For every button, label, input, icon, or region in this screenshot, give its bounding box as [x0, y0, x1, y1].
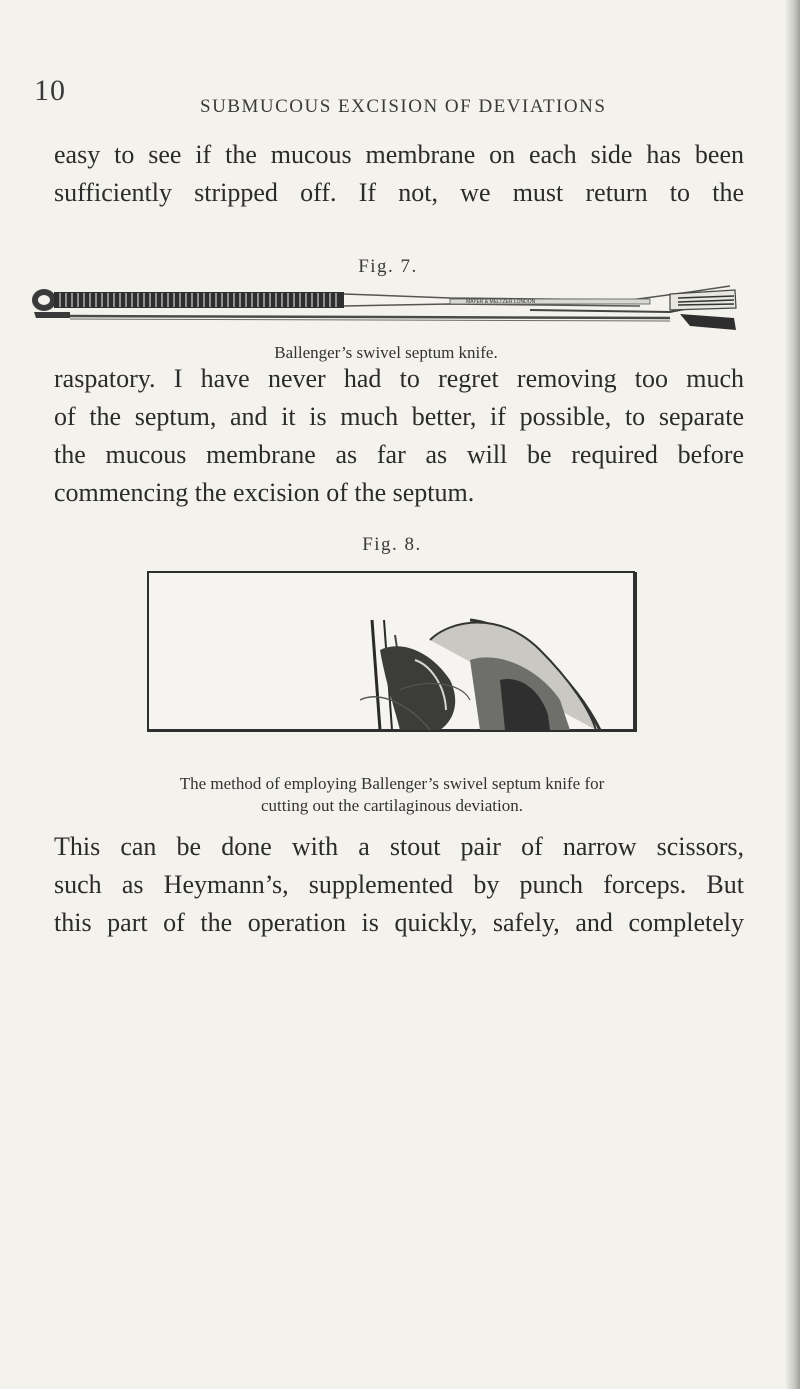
paragraph-3 [54, 828, 744, 942]
figure-7-label: Fig. 7. [358, 256, 418, 277]
text-line: raspatory. I have never had to regret removing too much [54, 364, 744, 393]
running-title: SUBMUCOUS EXCISION OF DEVIATIONS [200, 96, 607, 117]
text-line: sufficiently stripped off. If not, we must return to the [54, 178, 744, 207]
caption-line: cutting out the cartilaginous deviation. [260, 796, 524, 815]
text-line: of the septum, and it is much better, if possible, to separate [54, 402, 744, 431]
text-line: This can be done with a stout pair of narrow scissors, [54, 832, 744, 861]
text-line: commencing the excision of the septum. [54, 478, 475, 507]
text-line: the mucous membrane as far as will be required before [54, 440, 744, 469]
maker-stamp: MAYER & MELTZER LONDON [466, 299, 536, 305]
text-line: easy to see if the mucous membrane on each side has been [54, 140, 744, 169]
caption-line: The method of employing Ballenger’s swivel septum knife for [179, 774, 605, 793]
page-number: 10 [34, 74, 66, 107]
figure-7-caption: Ballenger’s swivel septum knife. [274, 343, 498, 362]
text-line: such as Heymann’s, supplemented by punch forceps. But [54, 870, 744, 899]
figure-8-label: Fig. 8. [362, 534, 422, 555]
figure-8-caption [0, 773, 792, 817]
text-line: this part of the operation is quickly, safely, and completely [54, 908, 744, 937]
